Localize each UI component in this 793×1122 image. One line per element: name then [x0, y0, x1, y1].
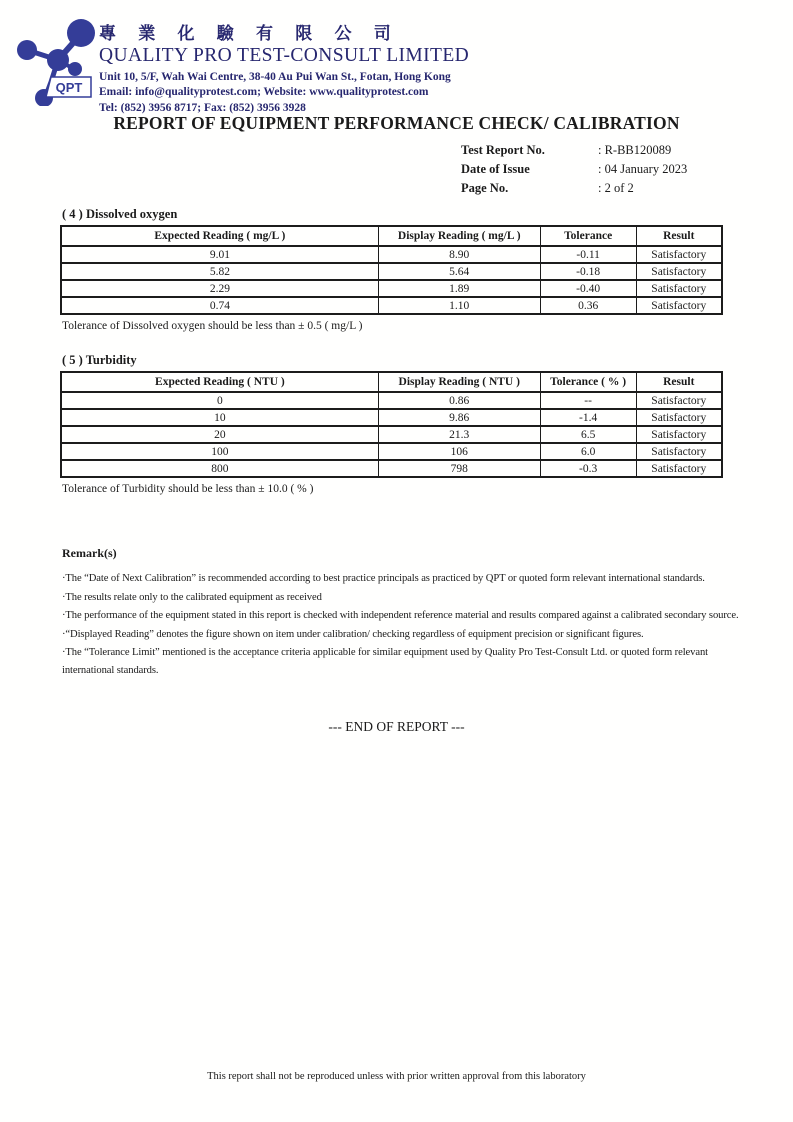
cell-expected: 10	[61, 409, 378, 426]
table-row	[61, 392, 722, 409]
company-name-chinese: 專 業 化 驗 有 限 公 司	[99, 24, 400, 43]
table-row	[61, 426, 722, 443]
cell-result: Satisfactory	[636, 280, 722, 297]
col-tolerance: Tolerance ( % )	[540, 372, 636, 392]
cell-display: 0.86	[378, 392, 540, 409]
meta-label: Page No.	[461, 181, 509, 195]
cell-display: 5.64	[378, 263, 540, 280]
footer-disclaimer: This report shall not be reproduced unless with prior written approval from this laboratory	[207, 1071, 586, 1082]
cell-display: 8.90	[378, 246, 540, 263]
meta-value: : 04 January 2023	[598, 162, 688, 176]
meta-label: Date of Issue	[461, 162, 530, 176]
turbidity-table	[60, 371, 723, 478]
tolerance-note-dissolved-oxygen: Tolerance of Dissolved oxygen should be less than ± 0.5 ( mg/L )	[62, 320, 363, 332]
cell-tolerance: --	[540, 392, 636, 409]
cell-result: Satisfactory	[636, 392, 722, 409]
remark-item: ·The results relate only to the calibrated equipment as received	[62, 591, 322, 603]
cell-expected: 0	[61, 392, 378, 409]
report-meta	[461, 141, 687, 198]
cell-result: Satisfactory	[636, 263, 722, 280]
section-turbidity	[60, 353, 723, 495]
remark-item: ·The performance of the equipment stated in this report is checked with independent reference material and results compared against a calibrated secondary source.	[62, 610, 739, 621]
company-email-web: Email: info@qualityprotest.com; Website: www.qualityprotest.com	[99, 86, 429, 99]
cell-tolerance: -1.4	[540, 409, 636, 426]
tolerance-note-turbidity: Tolerance of Turbidity should be less than ± 10.0 ( % )	[62, 483, 314, 495]
company-address: Unit 10, 5/F, Wah Wai Centre, 38-40 Au Pui Wan St., Fotan, Hong Kong	[99, 71, 451, 83]
cell-display: 9.86	[378, 409, 540, 426]
col-result: Result	[636, 226, 722, 246]
col-display-reading: Display Reading ( NTU )	[378, 372, 540, 392]
end-of-report-text: --- END OF REPORT ---	[328, 719, 465, 734]
col-result: Result	[636, 372, 722, 392]
section-heading: ( 4 ) Dissolved oxygen	[62, 207, 178, 221]
col-tolerance: Tolerance	[540, 226, 636, 246]
cell-result: Satisfactory	[636, 443, 722, 460]
cell-tolerance: -0.18	[540, 263, 636, 280]
logo-qpt-text: QPT	[55, 80, 83, 95]
cell-expected: 800	[61, 460, 378, 477]
cell-expected: 5.82	[61, 263, 378, 280]
col-expected-reading: Expected Reading ( NTU )	[61, 372, 378, 392]
table-row	[61, 263, 722, 280]
remarks-heading: Remark(s)	[62, 546, 117, 560]
company-name-english: QUALITY PRO TEST-CONSULT LIMITED	[99, 45, 470, 66]
meta-value: : R-BB120089	[598, 143, 672, 157]
table-row	[61, 280, 722, 297]
cell-result: Satisfactory	[636, 460, 722, 477]
cell-tolerance: -0.3	[540, 460, 636, 477]
cell-tolerance: 6.0	[540, 443, 636, 460]
cell-display: 798	[378, 460, 540, 477]
section-dissolved-oxygen	[60, 207, 723, 332]
company-letterhead	[99, 19, 469, 116]
meta-label: Test Report No.	[461, 143, 545, 157]
col-expected-reading: Expected Reading ( mg/L )	[61, 226, 378, 246]
table-row	[61, 297, 722, 314]
cell-tolerance: -0.40	[540, 280, 636, 297]
meta-row-date-of-issue	[461, 160, 687, 179]
cell-tolerance: -0.11	[540, 246, 636, 263]
cell-result: Satisfactory	[636, 246, 722, 263]
cell-display: 21.3	[378, 426, 540, 443]
table-row	[61, 409, 722, 426]
dissolved-oxygen-table	[60, 225, 723, 315]
cell-display: 106	[378, 443, 540, 460]
remarks-section	[60, 546, 744, 680]
qpt-molecule-logo-icon	[8, 8, 100, 106]
table-row	[61, 443, 722, 460]
cell-expected: 100	[61, 443, 378, 460]
meta-value: : 2 of 2	[598, 181, 634, 195]
table-row	[61, 246, 722, 263]
cell-tolerance: 6.5	[540, 426, 636, 443]
cell-expected: 0.74	[61, 297, 378, 314]
section-heading: ( 5 ) Turbidity	[62, 353, 137, 367]
cell-tolerance: 0.36	[540, 297, 636, 314]
cell-display: 1.89	[378, 280, 540, 297]
cell-result: Satisfactory	[636, 409, 722, 426]
cell-expected: 20	[61, 426, 378, 443]
remark-item: ·The “Date of Next Calibration” is recommended according to best practice principals as practiced by QPT or quoted form relevant international standards.	[62, 573, 705, 584]
table-row	[61, 460, 722, 477]
cell-expected: 9.01	[61, 246, 378, 263]
remark-item: ·“Displayed Reading” denotes the figure shown on item under calibration/ checking regardless of equipment precision or significant figures.	[62, 628, 644, 640]
remark-item: ·The “Tolerance Limit” mentioned is the acceptance criteria applicable for similar equipment used by Quality Pro Test-Consult Ltd. or quoted form relevant international standards.	[62, 647, 708, 676]
report-title: REPORT OF EQUIPMENT PERFORMANCE CHECK/ CALIBRATION	[113, 113, 680, 133]
cell-result: Satisfactory	[636, 426, 722, 443]
cell-display: 1.10	[378, 297, 540, 314]
company-tel-fax: Tel: (852) 3956 8717; Fax: (852) 3956 3928	[99, 101, 306, 114]
table-header-row	[61, 226, 722, 246]
cell-expected: 2.29	[61, 280, 378, 297]
col-display-reading: Display Reading ( mg/L )	[378, 226, 540, 246]
meta-row-report-no	[461, 141, 687, 160]
meta-row-page-no	[461, 179, 687, 198]
table-header-row	[61, 372, 722, 392]
cell-result: Satisfactory	[636, 297, 722, 314]
